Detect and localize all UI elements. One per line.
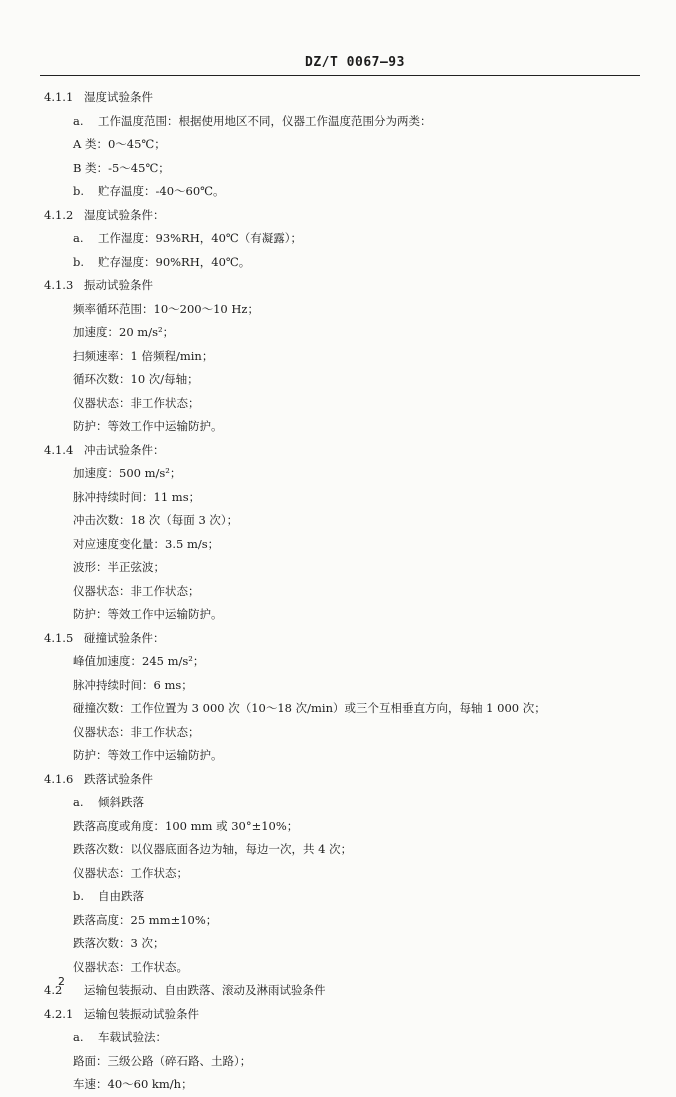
line-text: 湿度试验条件： bbox=[84, 207, 165, 222]
body-line bbox=[0, 345, 676, 369]
list-marker: a. bbox=[73, 231, 84, 245]
body-line bbox=[0, 603, 676, 627]
body-line bbox=[0, 509, 676, 533]
section-heading bbox=[0, 86, 676, 110]
list-marker: b. bbox=[73, 254, 85, 269]
line-text: 脉冲持续时间：11 ms； bbox=[73, 489, 201, 504]
list-marker: a. bbox=[73, 1030, 84, 1044]
line-text: 跌落高度：25 mm±10%； bbox=[73, 912, 218, 927]
line-text: 工作温度范围：根据使用地区不同，仪器工作温度范围分为两类： bbox=[98, 113, 432, 128]
line-text: 频率循环范围：10～200～10 Hz； bbox=[73, 301, 259, 316]
section-heading bbox=[0, 204, 676, 228]
body-line bbox=[0, 392, 676, 416]
section-number: 4.1.3 bbox=[44, 278, 74, 292]
body-line bbox=[0, 251, 676, 275]
line-text: 对应速度变化量：3.5 m/s； bbox=[73, 536, 220, 551]
line-text: 碰撞试验条件： bbox=[84, 630, 165, 645]
line-text: 仪器状态：工作状态； bbox=[73, 865, 188, 880]
body-line bbox=[0, 415, 676, 439]
section-heading bbox=[0, 627, 676, 651]
section-number: 4.1.5 bbox=[44, 630, 74, 645]
list-marker: b. bbox=[73, 184, 85, 198]
line-text: 运输包装振动试验条件 bbox=[84, 1006, 199, 1021]
line-text: 仪器状态：非工作状态； bbox=[73, 583, 200, 598]
body-line bbox=[0, 1073, 676, 1097]
section-number: 4.2.1 bbox=[44, 1006, 74, 1021]
line-text: 防护：等效工作中运输防护。 bbox=[73, 607, 223, 621]
line-text: 车速：40～60 km/h； bbox=[73, 1077, 193, 1091]
list-marker: a. bbox=[73, 113, 84, 128]
body-line bbox=[0, 180, 676, 204]
line-text: 仪器状态：非工作状态； bbox=[73, 395, 200, 410]
body-line bbox=[0, 956, 676, 980]
body-line bbox=[0, 368, 676, 392]
body-line bbox=[0, 533, 676, 557]
section-heading bbox=[0, 768, 676, 792]
line-text: 自由跌落 bbox=[98, 889, 144, 903]
body-line bbox=[0, 298, 676, 322]
body-line bbox=[0, 157, 676, 181]
line-text: 振动试验条件 bbox=[84, 278, 153, 292]
section-heading bbox=[0, 274, 676, 298]
body-line bbox=[0, 1026, 676, 1050]
section-number: 4.2 bbox=[44, 983, 63, 997]
body-line bbox=[0, 580, 676, 604]
header-rule bbox=[40, 75, 640, 76]
section-number: 4.1.6 bbox=[44, 771, 74, 786]
body-line bbox=[0, 791, 676, 815]
line-text: 防护：等效工作中运输防护。 bbox=[73, 748, 223, 762]
line-text: B 类：-5～45℃； bbox=[73, 160, 170, 175]
line-text: 跌落高度或角度：100 mm 或 30°±10%； bbox=[73, 818, 299, 833]
line-text: 跌落次数：以仪器底面各边为轴，每边一次，共 4 次； bbox=[73, 842, 353, 856]
section-number: 4.1.4 bbox=[44, 442, 74, 457]
line-text: 碰撞次数：工作位置为 3 000 次（10～18 次/min）或三个互相垂直方向，每轴 1 000 次； bbox=[73, 701, 546, 715]
body-line bbox=[0, 674, 676, 698]
body-line bbox=[0, 862, 676, 886]
page-number: 2 bbox=[58, 975, 65, 988]
body-line bbox=[0, 697, 676, 721]
line-text: 防护：等效工作中运输防护。 bbox=[73, 419, 223, 433]
body-line bbox=[0, 885, 676, 909]
line-text: 跌落次数：3 次； bbox=[73, 936, 165, 950]
body-line bbox=[0, 815, 676, 839]
line-text: 冲击次数：18 次（每面 3 次）； bbox=[73, 513, 239, 527]
body-line bbox=[0, 556, 676, 580]
body-line bbox=[0, 133, 676, 157]
body-line bbox=[0, 932, 676, 956]
section-heading bbox=[0, 439, 676, 463]
line-text: 峰值加速度：245 m/s²； bbox=[73, 654, 205, 668]
section-number: 4.1.1 bbox=[44, 90, 74, 104]
body-line bbox=[0, 650, 676, 674]
line-text: 仪器状态：工作状态。 bbox=[73, 959, 188, 974]
body-line bbox=[0, 110, 676, 134]
body-line bbox=[0, 321, 676, 345]
line-text: 湿度试验条件 bbox=[84, 90, 153, 104]
line-text: A 类：0～45℃； bbox=[73, 137, 166, 151]
line-text: 贮存温度：-40～60℃。 bbox=[98, 184, 225, 198]
document-body bbox=[0, 86, 676, 1097]
line-text: 冲击试验条件： bbox=[84, 442, 165, 457]
line-text: 路面：三级公路（碎石路、土路）； bbox=[73, 1053, 252, 1068]
line-text: 工作湿度：93%RH，40℃（有凝露）； bbox=[98, 231, 302, 245]
body-line bbox=[0, 838, 676, 862]
line-text: 运输包装振动、自由跌落、滚动及淋雨试验条件 bbox=[84, 983, 326, 997]
body-line bbox=[0, 1050, 676, 1074]
body-line bbox=[0, 462, 676, 486]
document-code-header: DZ/T 0067—93 bbox=[305, 55, 405, 70]
section-number: 4.1.2 bbox=[44, 207, 74, 222]
line-text: 波形：半正弦波； bbox=[73, 560, 165, 574]
line-text: 贮存湿度：90%RH，40℃。 bbox=[98, 254, 251, 269]
line-text: 加速度：500 m/s²； bbox=[73, 466, 182, 480]
line-text: 脉冲持续时间：6 ms； bbox=[73, 677, 193, 692]
line-text: 跌落试验条件 bbox=[84, 771, 153, 786]
line-text: 扫频速率：1 倍频程/min； bbox=[73, 348, 214, 363]
line-text: 倾斜跌落 bbox=[98, 795, 144, 809]
list-marker: b. bbox=[73, 889, 85, 903]
body-line bbox=[0, 909, 676, 933]
list-marker: a. bbox=[73, 795, 84, 809]
line-text: 车载试验法： bbox=[98, 1030, 167, 1044]
body-line bbox=[0, 227, 676, 251]
line-text: 加速度：20 m/s²； bbox=[73, 325, 175, 339]
section-heading bbox=[0, 1003, 676, 1027]
body-line bbox=[0, 721, 676, 745]
line-text: 循环次数：10 次/每轴； bbox=[73, 372, 199, 386]
body-line bbox=[0, 744, 676, 768]
section-heading bbox=[0, 979, 676, 1003]
line-text: 仪器状态：非工作状态； bbox=[73, 724, 200, 739]
body-line bbox=[0, 486, 676, 510]
